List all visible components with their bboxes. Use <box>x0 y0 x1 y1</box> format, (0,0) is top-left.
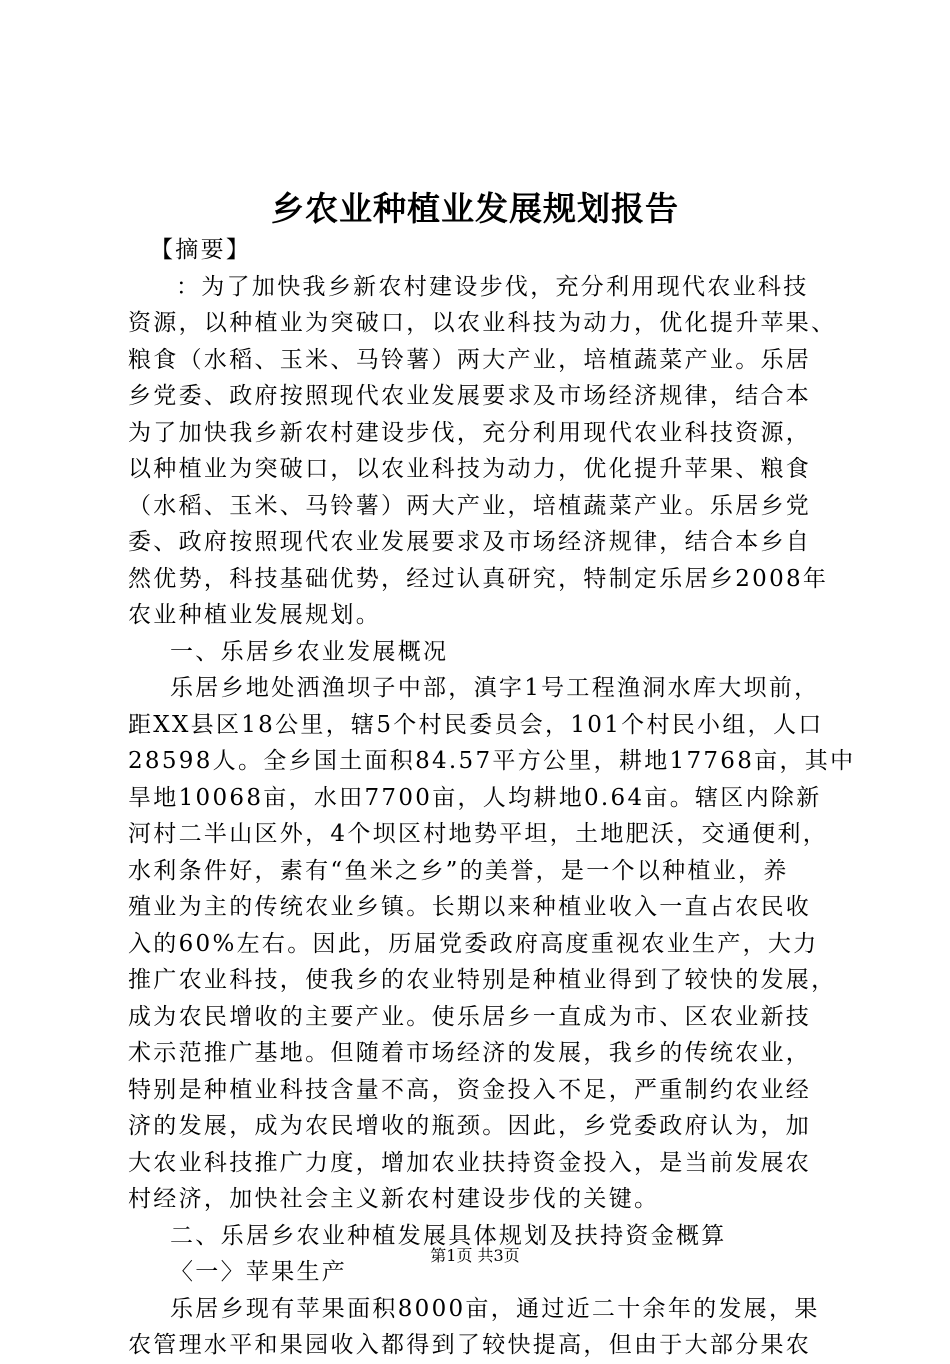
paragraph-line: 济的发展，成为农民增收的瓶颈。因此，乡党委政府认为，加 <box>128 1113 812 1139</box>
paragraph-line: 粮食（水稻、玉米、马铃薯）两大产业，培植蔬菜产业。乐居 <box>128 346 812 373</box>
paragraph-line: 28598人。全乡国土面积84.57平方公里，耕地17768亩，其中 <box>128 748 856 774</box>
paragraph-line: 河村二半山区外，4个坝区村地势平坦，土地肥沃，交通便利， <box>128 821 829 847</box>
paragraph-line: ：为了加快我乡新农村建设步伐，充分利用现代农业科技 <box>176 273 809 300</box>
section-heading: 一、乐居乡农业发展概况 <box>170 638 449 665</box>
document-body <box>128 232 858 1364</box>
paragraph-line: 特别是种植业科技含量不高，资金投入不足，严重制约农业经 <box>128 1076 812 1103</box>
paragraph-line: 成为农民增收的主要产业。使乐居乡一直成为市、区农业新技 <box>128 1003 812 1030</box>
paragraph-line: 以种植业为突破口，以农业科技为动力，优化提升苹果、粮食 <box>128 456 812 482</box>
paragraph-line: （水稻、玉米、马铃薯）两大产业，培植蔬菜产业。乐居乡党 <box>128 492 812 519</box>
paragraph-line: 农管理水平和果园收入都得到了较快提高，但由于大部分果农 <box>128 1332 812 1358</box>
paragraph-line: 乐居乡地处洒渔坝子中部，滇字1号工程渔洞水库大坝前， <box>170 675 820 701</box>
paragraph-line: 推广农业科技，使我乡的农业特别是种植业得到了较快的发展， <box>128 967 837 993</box>
subsection-heading: 〈一〉苹果生产 <box>170 1259 348 1285</box>
paragraph-line: 水利条件好，素有“鱼米之乡”的美誉，是一个以种植业，养 <box>128 857 789 884</box>
paragraph-line: 大农业科技推广力度，增加农业扶持资金投入，是当前发展农 <box>128 1149 812 1176</box>
page-footer: 第1页 共3页 <box>430 1246 520 1265</box>
paragraph-line: 距XX县区18公里，辖5个村民委员会，101个村民小组，人口 <box>128 711 824 738</box>
paragraph-line: 农业种植业发展规划。 <box>128 602 381 628</box>
paragraph-line: 殖业为主的传统农业乡镇。长期以来种植业收入一直占农民收 <box>128 894 812 920</box>
section-heading: 二、乐居乡农业种植发展具体规划及扶持资金概算 <box>170 1222 727 1249</box>
abstract-heading: 【摘要】 <box>150 237 252 263</box>
paragraph-line: 为了加快我乡新农村建设步伐，充分利用现代农业科技资源， <box>128 419 812 446</box>
paragraph-line: 资源，以种植业为突破口，以农业科技为动力，优化提升苹果、 <box>128 310 837 336</box>
paragraph-line: 委、政府按照现代农业发展要求及市场经济规律，结合本乡自 <box>128 529 812 555</box>
paragraph-line: 旱地10068亩，水田7700亩，人均耕地0.64亩。辖区内除新 <box>128 784 822 811</box>
paragraph-line: 入的60%左右。因此，历届党委政府高度重视农业生产，大力 <box>128 930 819 957</box>
paragraph-line: 乐居乡现有苹果面积8000亩，通过近二十余年的发展，果 <box>170 1295 820 1322</box>
paragraph-line: 然优势，科技基础优势，经过认真研究，特制定乐居乡2008年 <box>128 565 829 592</box>
paragraph-line: 村经济，加快社会主义新农村建设步伐的关键。 <box>128 1186 660 1212</box>
paragraph-line: 乡党委、政府按照现代农业发展要求及市场经济规律，结合本 <box>128 383 812 409</box>
document-title: 乡农业种植业发展规划报告 <box>271 189 679 228</box>
paragraph-line: 术示范推广基地。但随着市场经济的发展，我乡的传统农业， <box>128 1040 812 1066</box>
